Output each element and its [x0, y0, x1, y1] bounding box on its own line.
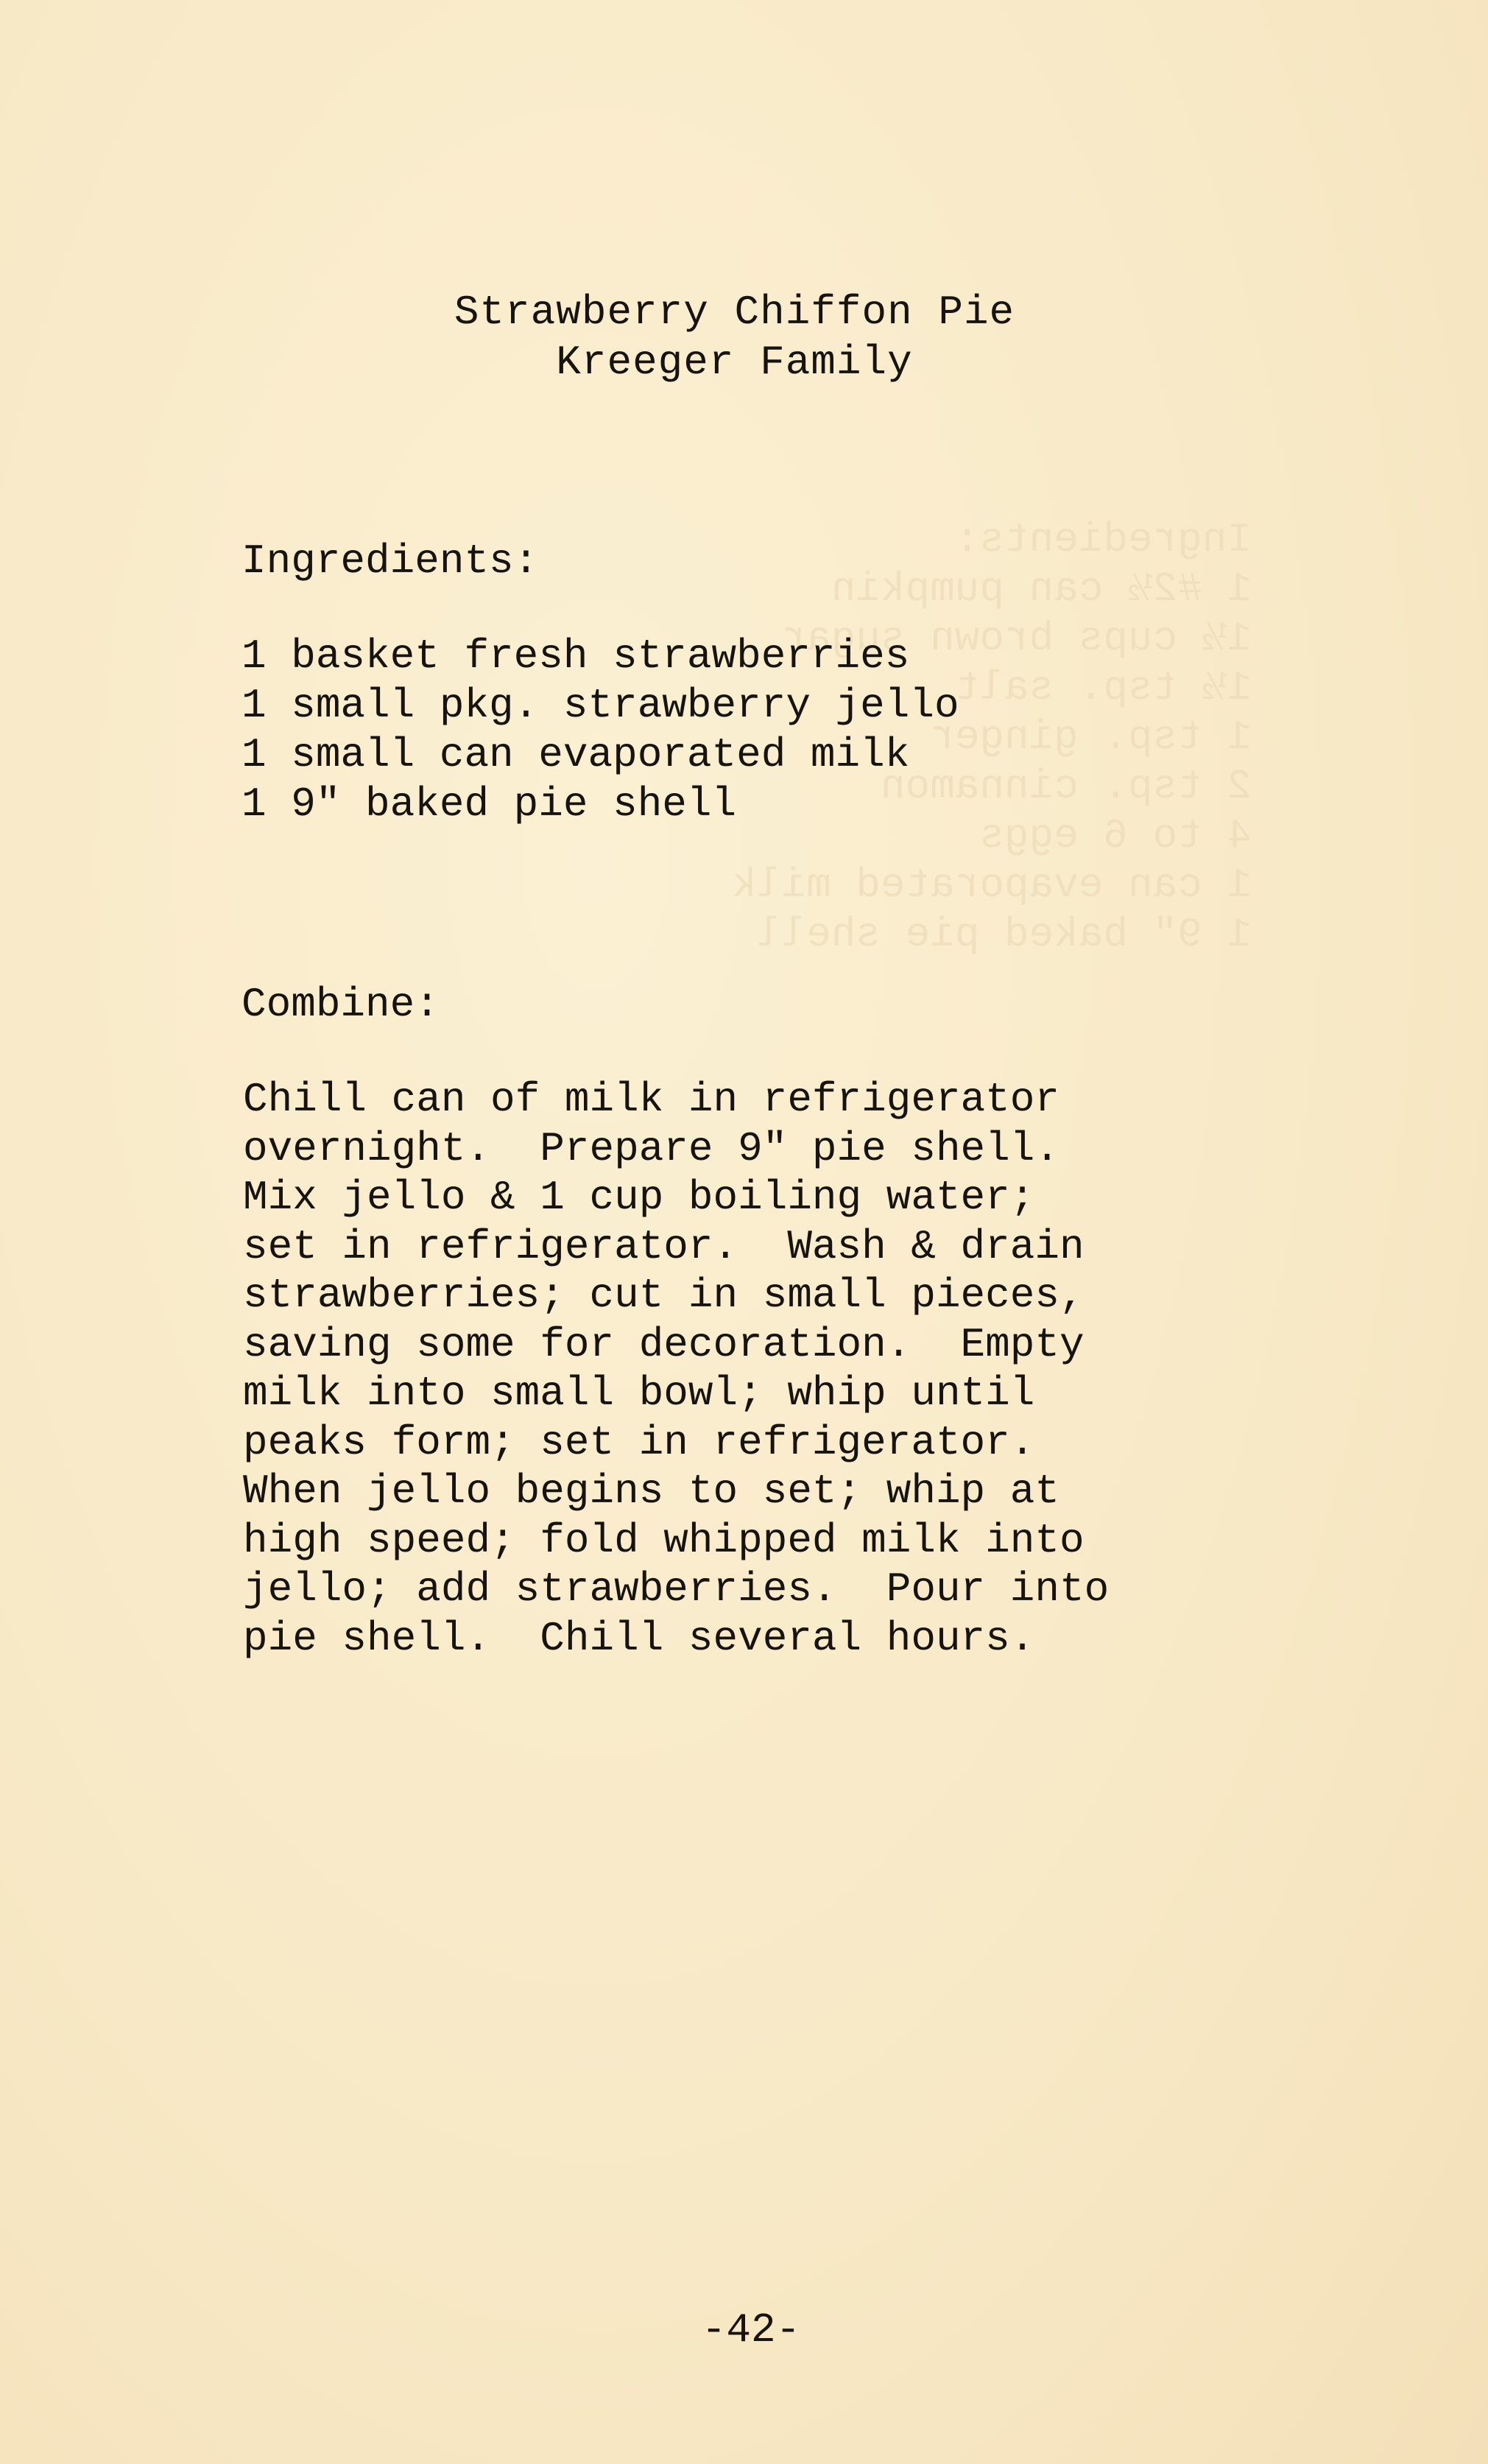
recipe-title: Strawberry Chiffon Pie — [454, 289, 1015, 336]
instruction-line: Chill can of milk in refrigerator — [243, 1076, 1059, 1123]
instruction-line: overnight. Prepare 9" pie shell. — [243, 1124, 1059, 1172]
ingredients-heading: Ingredients: — [241, 538, 539, 585]
instruction-line: jello; add strawberries. Pour into — [243, 1566, 1110, 1613]
recipe-header — [0, 287, 1469, 387]
reverse-side-bleed-through: Ingredients: 1 #2½ can pumpkin 1½ cups brown sugar 1½ tsp. salt 1 tsp. ginger 2 tsp. cinnamon 4 to 6 eggs 1 can evaporated milk 1 9" baked pie shell — [732, 516, 1252, 958]
instructions-paragraph — [243, 1075, 1109, 1663]
page-number: -42- — [701, 2306, 801, 2354]
instruction-line: peaks form; set in refrigerator. — [243, 1418, 1035, 1466]
instruction-line: milk into small bowl; whip until — [243, 1370, 1035, 1417]
instruction-line: pie shell. Chill several hours. — [243, 1614, 1035, 1662]
instruction-line: saving some for decoration. Empty — [243, 1320, 1085, 1368]
ingredient-item: 1 small can evaporated milk — [241, 731, 910, 778]
ingredient-item: 1 basket fresh strawberries — [241, 633, 910, 680]
instruction-line: set in refrigerator. Wash & drain — [243, 1222, 1085, 1270]
instruction-line: high speed; fold whipped milk into — [243, 1516, 1085, 1564]
instruction-line: strawberries; cut in small pieces, — [243, 1272, 1085, 1319]
ingredient-item: 1 small pkg. strawberry jello — [241, 682, 959, 729]
ingredient-item: 1 9" baked pie shell — [241, 781, 737, 828]
instruction-line: When jello begins to set; whip at — [243, 1468, 1059, 1515]
instruction-line: Mix jello & 1 cup boiling water; — [243, 1174, 1035, 1221]
recipe-source: Kreeger Family — [556, 339, 913, 386]
ingredient-list — [241, 632, 959, 829]
combine-heading: Combine: — [241, 981, 440, 1028]
